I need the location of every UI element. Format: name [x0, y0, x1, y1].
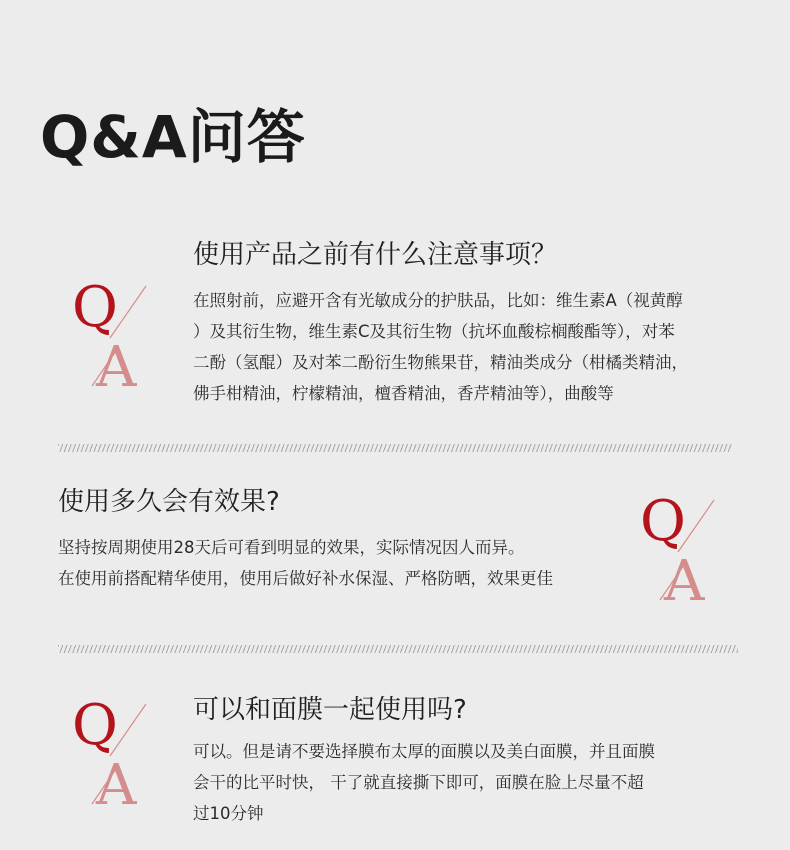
qa-icon-q: Q [640, 496, 686, 554]
qa-icon-graphic [638, 496, 728, 606]
qa-icon-q: Q [72, 700, 118, 758]
qa-icon-a: A [96, 335, 137, 392]
question-title: 使用产品之前有什么注意事项？ [193, 240, 558, 270]
dashed-divider [58, 444, 732, 452]
qa-icon-a: A [664, 549, 705, 606]
qa-icon [70, 282, 160, 392]
answer-line: 在使用前搭配精华使用，使用后做好补水保湿、严格防晒，效果更佳 [58, 569, 553, 589]
answer-text [193, 736, 655, 829]
answer-line: 在照射前，应避开含有光敏成分的护肤品，比如：维生素A（视黄醇 [193, 291, 683, 311]
answer-line: 过10分钟 [193, 804, 264, 824]
question-title: 可以和面膜一起使用吗? [193, 695, 467, 725]
qa-icon [638, 496, 728, 606]
qa-icon-graphic [70, 700, 160, 810]
page-title: Q&A问答 [40, 103, 306, 171]
qa-item-1 [193, 240, 688, 409]
answer-text [193, 285, 688, 409]
answer-line: 可以。但是请不要选择膜布太厚的面膜以及美白面膜，并且面膜 [193, 742, 655, 762]
answer-line: 二酚（氢醌）及对苯二酚衍生物熊果苷，精油类成分（柑橘类精油， [193, 353, 688, 373]
dashed-divider [58, 645, 738, 653]
qa-icon-q: Q [72, 282, 118, 340]
answer-line: 坚持按周期使用28天后可看到明显的效果，实际情况因人而异。 [58, 538, 525, 558]
question-title: 使用多久会有效果? [58, 487, 280, 517]
answer-line: 会干的比平时快， 干了就直接撕下即可，面膜在脸上尽量不超 [193, 773, 644, 793]
qa-item-3 [193, 695, 655, 829]
qa-icon-a: A [96, 753, 137, 810]
answer-text [58, 532, 553, 594]
qa-icon [70, 700, 160, 810]
answer-line: 佛手柑精油，柠檬精油，檀香精油，香芹精油等），曲酸等 [193, 384, 614, 404]
qa-item-2 [58, 487, 553, 594]
answer-line: ）及其衍生物，维生素C及其衍生物（抗坏血酸棕榈酸酯等），对苯 [193, 322, 675, 342]
qa-icon-graphic [70, 282, 160, 392]
